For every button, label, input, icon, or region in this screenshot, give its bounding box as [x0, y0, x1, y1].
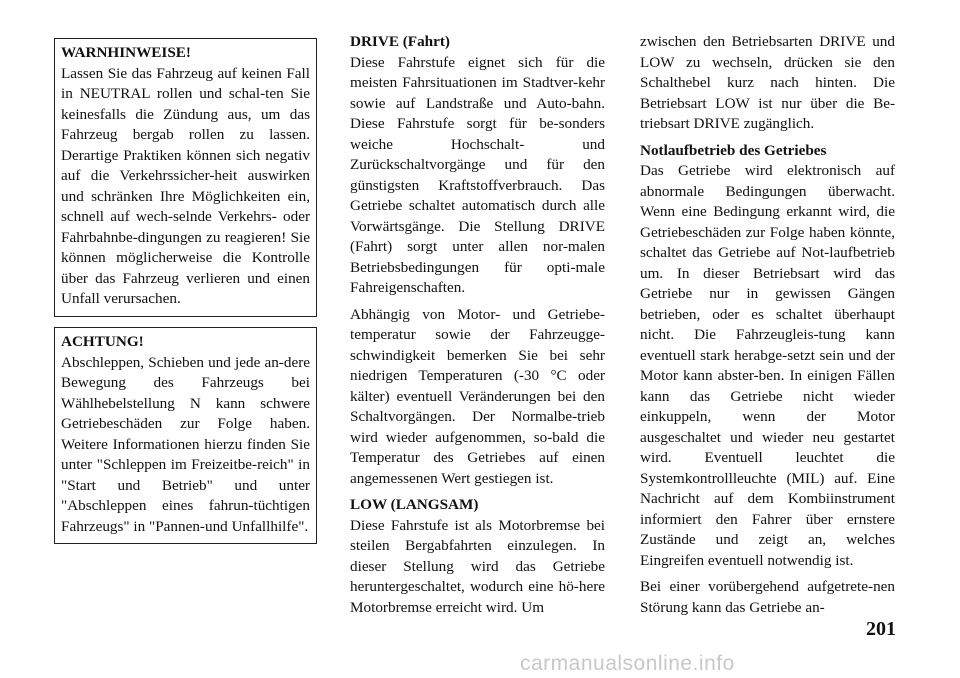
- warning-title: WARNHINWEISE!: [61, 44, 191, 61]
- caution-title: ACHTUNG!: [61, 333, 144, 350]
- right-column: [640, 32, 895, 624]
- limp-mode-heading: Notlaufbetrieb des Getriebes: [640, 141, 827, 159]
- warning-text: Lassen Sie das Fahrzeug auf keinen Fall in NEUTRAL rollen und schal-ten Sie keinesfalls die Zündung aus, um das Fahrzeug bergab rollen zu lassen. Derartige Praktiken können sich negativ auf die Verkehrssicher-heit auswirken und schränken Ihre Möglichkeiten ein, schnell auf wech-selnde Verkehrs- oder Fahrbahnbe-dingungen zu reagieren! Sie können möglicherweise die Kontrolle über das Fahrzeug verlieren und einen Unfall verursachen.: [61, 64, 310, 307]
- caution-text: Abschleppen, Schieben und jede an-dere Bewegung des Fahrzeugs bei Wählhebelstellung N kann schwere Getriebeschäden zur Folge haben. Weitere Informationen hierzu finden Sie unter "Schleppen im Freizeitbe-reich" in "Start und Betrieb" und unter "Abschleppen eines fahrun-tüchtigen Fahrzeugs" in "Pannen-und Unfallhilfe".: [61, 353, 310, 535]
- watermark: carmanualsonline.info: [520, 652, 735, 675]
- low-heading: LOW (LANGSAM): [350, 496, 479, 513]
- caution-box: [54, 327, 317, 544]
- drive-text: Diese Fahrstufe eignet sich für die meisten Fahrsituationen im Stadtver-kehr sowie auf Landstraße und Auto-bahn. Diese Fahrstufe sorgt für be-sonders weiche Hochschalt- und Zurückschaltvorgänge und für den günstigsten Kraftstoffverbrauch. Das Getriebe schaltet automatisch durch alle Vorwärtsgänge. Die Stellung DRIVE (Fahrt) sorgt unter allen nor-malen Betriebsbedingungen für opti-male Fahreigenschaften.: [350, 53, 605, 296]
- temporary-fault-text: Bei einer vorübergehend aufgetrete-nen Störung kann das Getriebe an-: [640, 578, 895, 616]
- limp-mode-text: Das Getriebe wird elektronisch auf abnormale Bedingungen überwacht. Wenn eine Bedingung erkannt wird, die Getriebeschäden zur Folge haben könnte, schaltet das Getriebe auf Not-laufbetrieb um. In dieser Betriebsart wird das Getriebe nur in gewissen Gängen betrieben, oder es schaltet überhaupt nicht. Die Fahrzeugleis-tung kann eventuell stark herabge-setzt sein und der Motor kann abster-ben. In einigen Fällen kann das Getriebe nicht wieder einkuppeln, wenn der Motor ausgeschaltet und wieder neu gestartet wird. Eventuell leuchtet die Systemkontrollleuchte (MIL) auf. Eine Nachricht auf dem Kombiinstrument informiert den Fahrer über ernstere Zustände und zeigt an, welches Eingreifen eventuell notwendig ist.: [640, 162, 895, 569]
- drive-heading: DRIVE (Fahrt): [350, 33, 450, 50]
- low-text-continued: zwischen den Betriebsarten DRIVE und LOW zu wechseln, drücken sie den Schalthebel kurz nach hinten. Die Betriebsart LOW ist nur über die Be-triebsart DRIVE zugänglich.: [640, 33, 895, 132]
- low-text-start: Diese Fahrstufe ist als Motorbremse bei steilen Bergabfahrten einzulegen. In dieser Stellung wird das Getriebe heruntergeschaltet, wodurch eine hö-here Motorbremse erreicht wird. Um: [350, 516, 605, 616]
- middle-column: [350, 32, 605, 624]
- page-number: 201: [866, 618, 896, 640]
- warning-box: [54, 38, 317, 317]
- temperature-paragraph: Abhängig von Motor- und Getriebe-temperatur sowie der Fahrzeugge-schwindigkeit bemerken Sie bei sehr niedrigen Temperaturen (-30 °C oder kälter) eventuell Veränderungen bei den Schaltvorgängen. Der Normalbe-trieb wird wieder aufgenommen, so-bald die Temperatur des Getriebes auf einen angemessenen Wert gestiegen ist.: [350, 305, 605, 487]
